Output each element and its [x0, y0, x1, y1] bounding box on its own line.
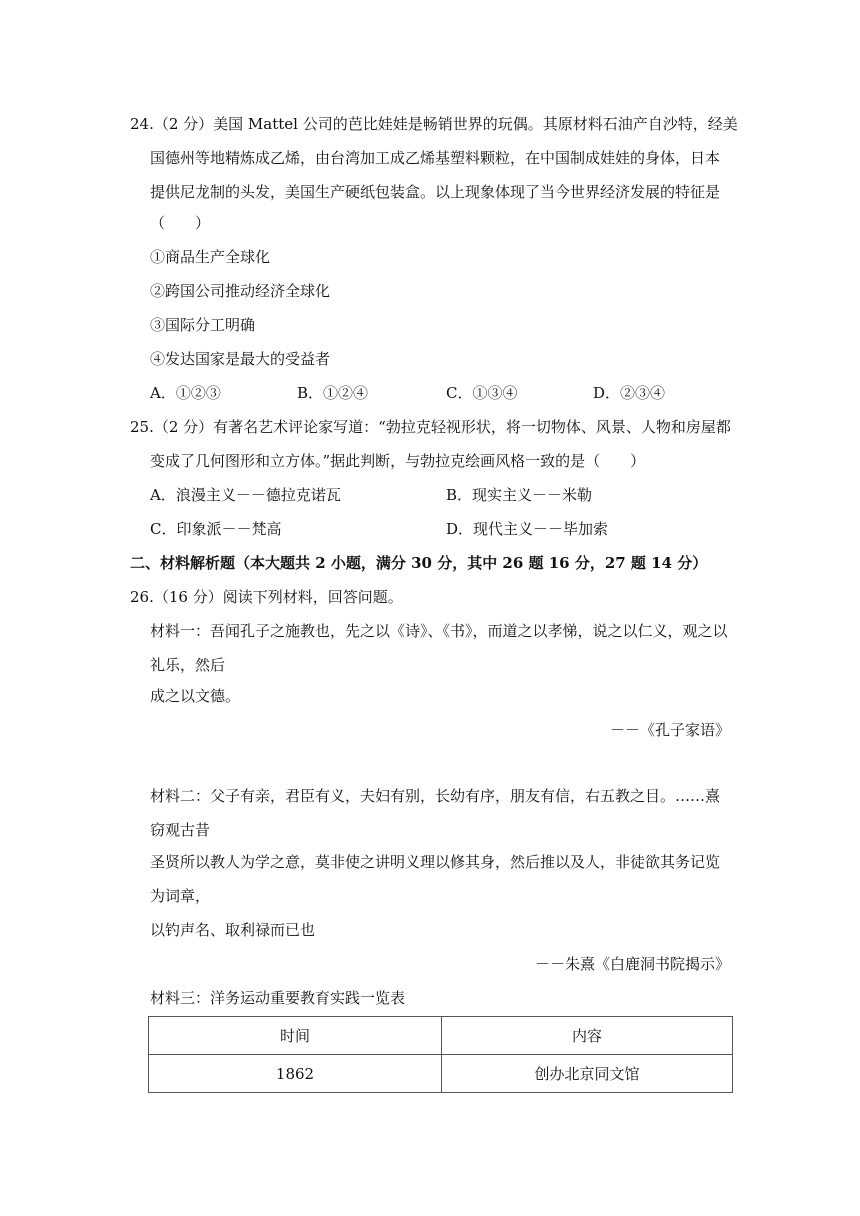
material-2-source: －－朱熹《白鹿洞书院揭示》: [534, 955, 730, 973]
material-3-title: 材料三：洋务运动重要教育实践一览表: [150, 989, 406, 1007]
q25-option-d: D．现代主义－－毕加索: [446, 520, 609, 538]
q25-line-1: 25.（2 分）有著名艺术评论家写道：“勃拉克轻视形状，将一切物体、风景、人物和房屋都: [130, 418, 731, 436]
q25-option-a: A．浪漫主义－－德拉克诺瓦: [150, 486, 341, 504]
material-2-line-3: 圣贤所以教人为学之意，莫非使之讲明义理以修其身，然后推以及人，非徒欲其务记览: [150, 853, 721, 871]
q24-line-2: 国德州等地精炼成乙烯，由台湾加工成乙烯基塑料颗粒，在中国制成娃娃的身体，日本: [150, 149, 721, 167]
q25-option-c: C．印象派－－梵高: [150, 520, 282, 538]
q24-option-b: B．①②④: [297, 384, 369, 402]
q24-item-1: ①商品生产全球化: [150, 248, 271, 266]
section-heading: 二、材料解析题（本大题共 2 小题，满分 30 分，其中 26 题 16 分，27 题 14 分）: [130, 554, 708, 572]
q24-item-4: ④发达国家是最大的受益者: [150, 350, 331, 368]
table-header-cell: 时间: [149, 1017, 442, 1055]
q24-answer-bracket: （ ）: [150, 214, 211, 232]
q24-option-c: C．①③④: [446, 384, 518, 402]
q24-line-3: 提供尼龙制的头发，美国生产硬纸包装盒。以上现象体现了当今世界经济发展的特征是: [150, 183, 721, 201]
q25-line-2: 变成了几何图形和立方体。”据此判断，与勃拉克绘画风格一致的是（ ）: [150, 452, 646, 470]
q24-option-d: D．②③④: [593, 384, 666, 402]
q24-item-2: ②跨国公司推动经济全球化: [150, 282, 331, 300]
material-2-line-4: 为词章，: [150, 887, 211, 905]
material-1-line-1: 材料一：吾闻孔子之施教也，先之以《诗》、《书》，而道之以孝悌，说之以仁义，观之以: [150, 622, 728, 640]
education-table: [148, 1016, 733, 1093]
material-2-line-1: 材料二：父子有亲，君臣有义，夫妇有别，长幼有序，朋友有信，右五教之目。……熹: [150, 787, 721, 805]
material-1-line-3: 成之以文德。: [150, 687, 241, 705]
q26-intro: 26.（16 分）阅读下列材料，回答问题。: [130, 588, 403, 606]
material-2-line-2: 窃观古昔: [150, 821, 211, 839]
table-row: [149, 1055, 733, 1093]
q24-line-1: 24.（2 分）美国 Mattel 公司的芭比娃娃是畅销世界的玩偶。其原材料石油产自沙特，经美: [130, 115, 738, 133]
q24-option-a: A．①②③: [150, 384, 221, 402]
material-1-source: －－《孔子家语》: [609, 721, 730, 739]
q25-option-b: B．现实主义－－米勒: [446, 486, 593, 504]
material-2-line-5: 以钓声名、取利禄而已也: [150, 921, 316, 939]
table-header-row: [149, 1017, 733, 1055]
material-1-line-2: 礼乐，然后: [150, 656, 226, 674]
table-header-cell: 内容: [442, 1017, 733, 1055]
table-cell: 创办北京同文馆: [442, 1055, 733, 1093]
table-cell: 1862: [149, 1055, 442, 1093]
q24-item-3: ③国际分工明确: [150, 316, 256, 334]
